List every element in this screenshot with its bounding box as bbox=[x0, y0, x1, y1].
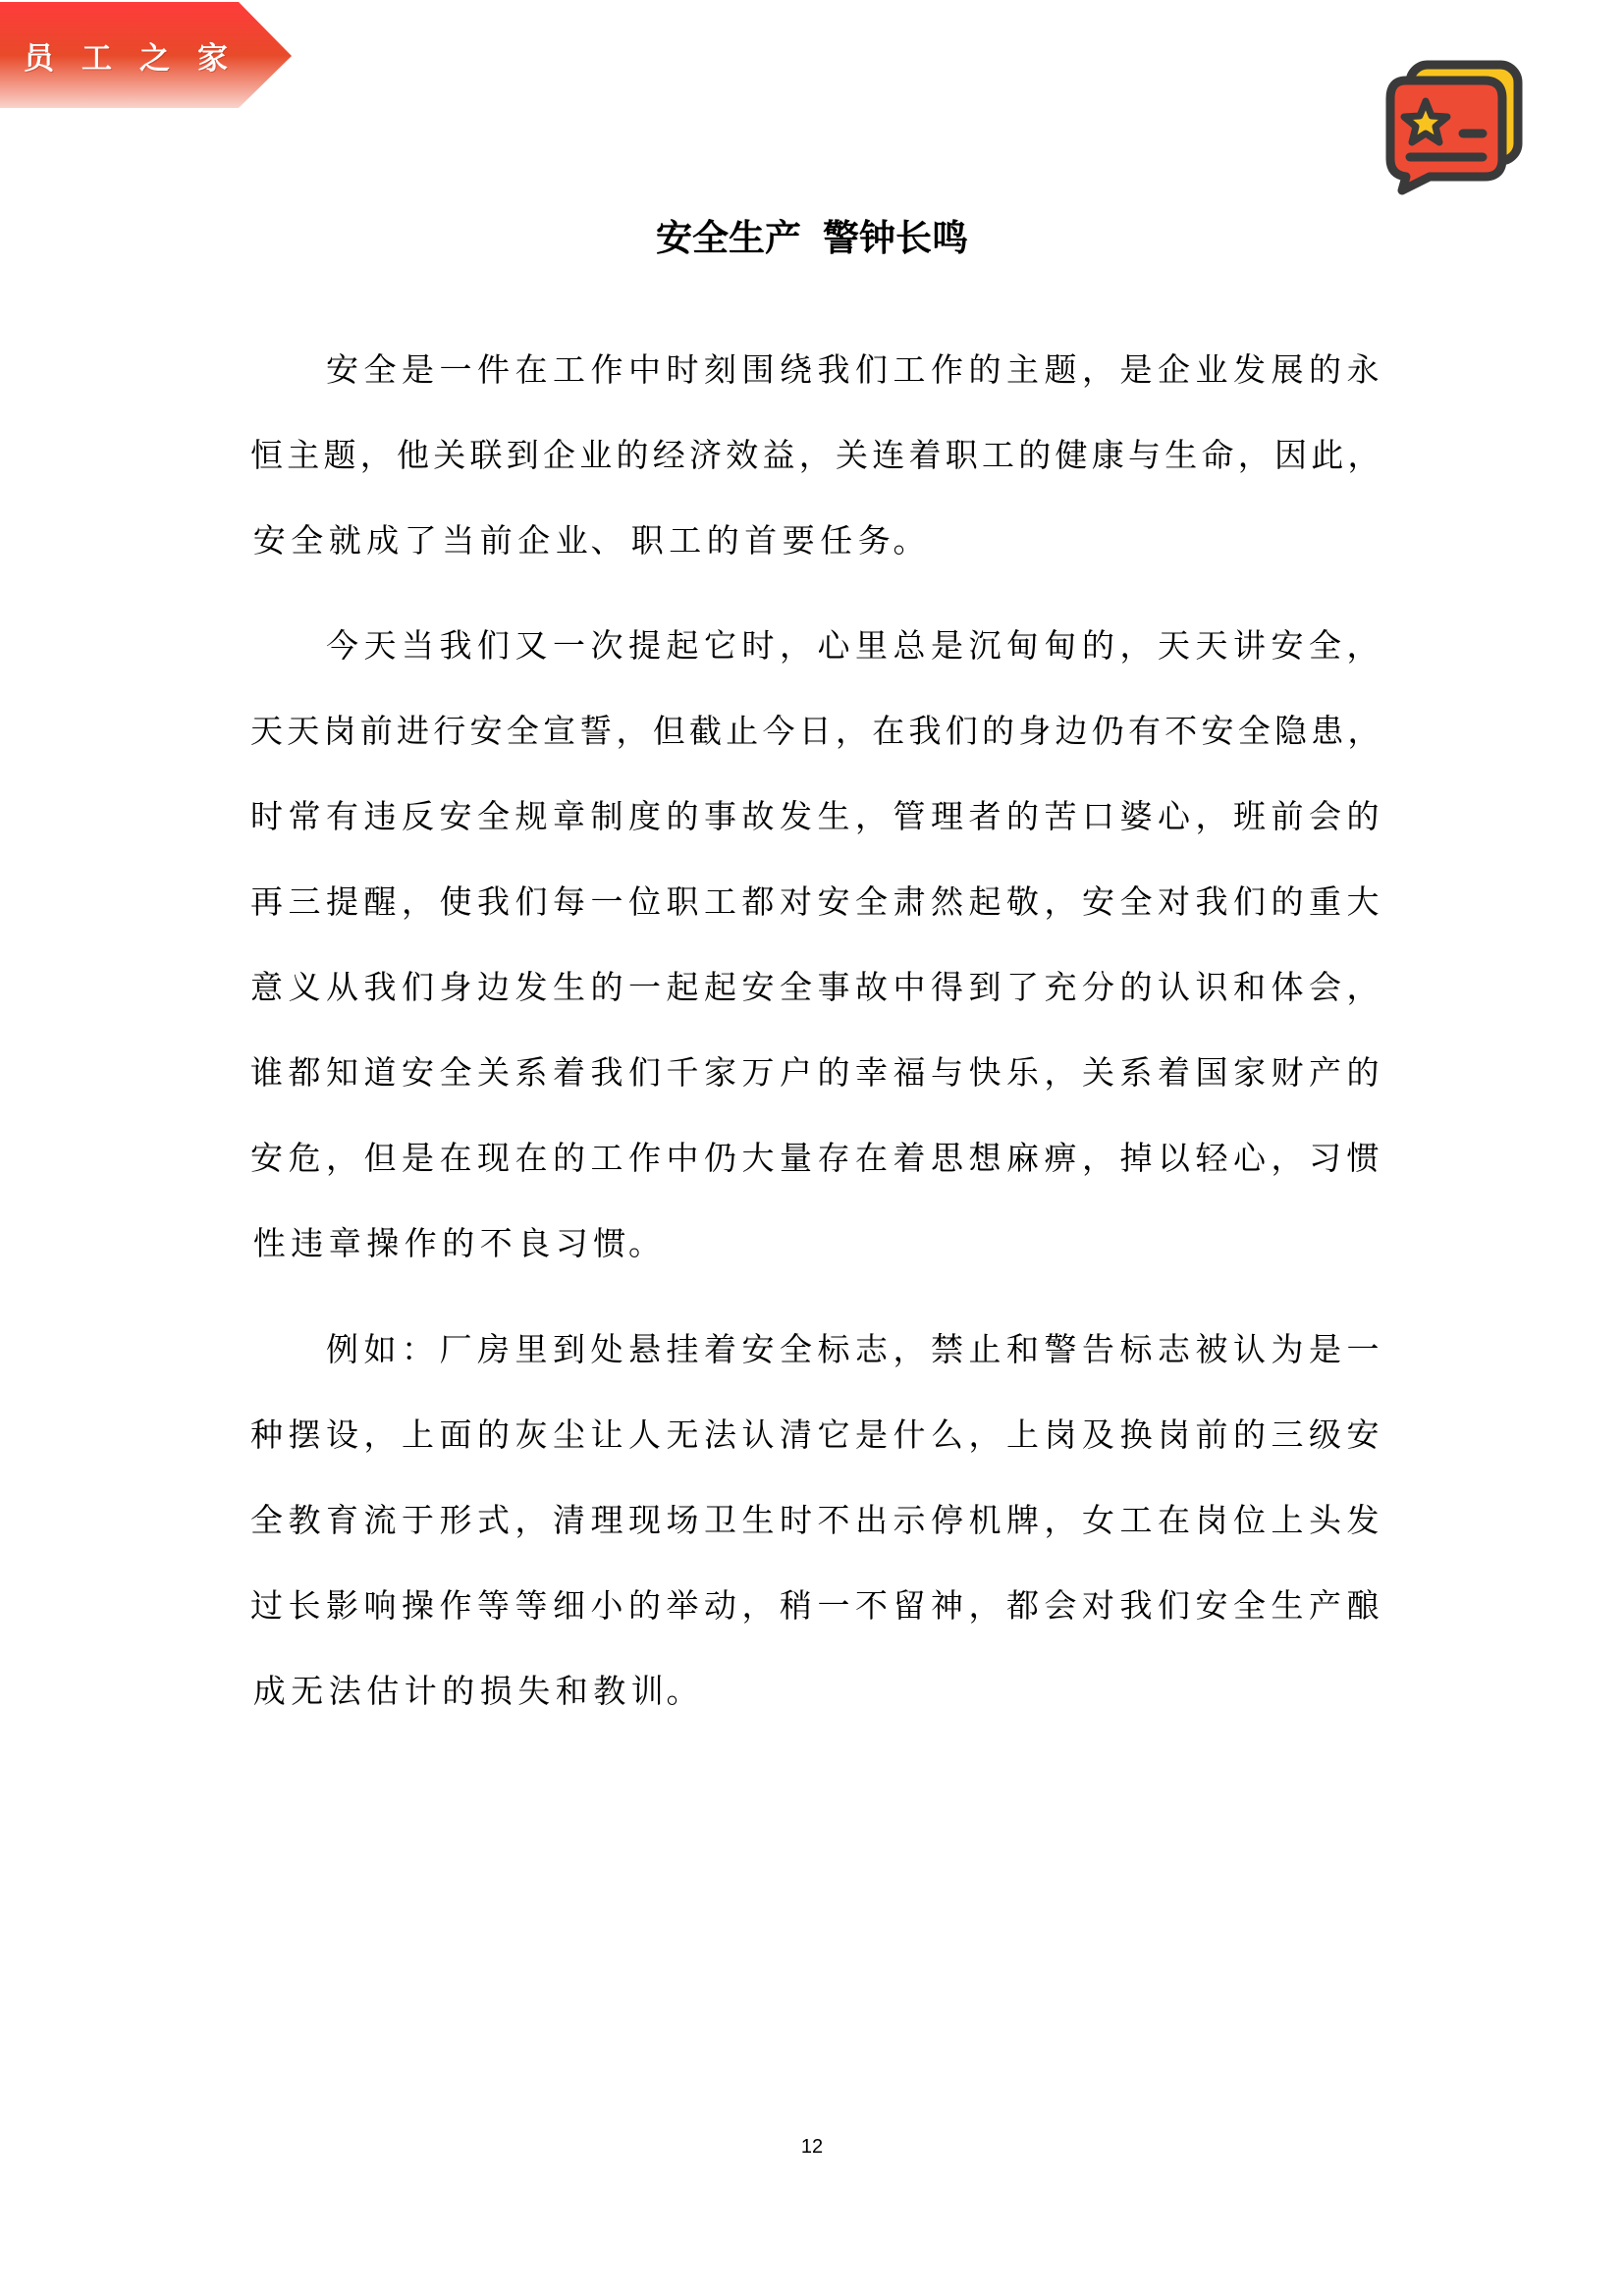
title-part-1: 安全生产 bbox=[656, 217, 801, 259]
banner-char: 之 bbox=[139, 40, 170, 77]
text-line: 安 全 是 一 件 在 工 作 中 时 刻 围 绕 我 们 工 作 的 主 题 ， 是 企 业 发 展 的 永 bbox=[326, 350, 1380, 389]
banner-char: 工 bbox=[81, 40, 112, 77]
header-banner bbox=[0, 2, 292, 108]
banner-char: 家 bbox=[197, 40, 228, 77]
text-line: 天 天 岗 前 进 行 安 全 宣 誓 ， 但 截 止 今 日 ， 在 我 们 的 身 边 仍 有 不 安 全 隐 患 ， bbox=[250, 712, 1380, 750]
text-line: 意 义 从 我 们 身 边 发 生 的 一 起 起 安 全 事 故 中 得 到 了 充 分 的 认 识 和 体 会 ， bbox=[250, 968, 1380, 1006]
chat-bubbles-star-icon bbox=[1384, 57, 1524, 196]
text-line: 过 长 影 响 操 作 等 等 细 小 的 举 动 ， 稍 一 不 留 神 ， 都 会 对 我 们 安 全 生 产 酿 bbox=[250, 1586, 1380, 1625]
text-line: 安 全 就 成 了 当 前 企 业、 职 工 的 首 要 任 务。 bbox=[252, 521, 926, 560]
text-line: 全 教 育 流 于 形 式 ， 清 理 现 场 卫 生 时 不 出 示 停 机 牌 ， 女 工 在 岗 位 上 头 发 bbox=[250, 1501, 1380, 1539]
title-part-2: 警钟长鸣 bbox=[823, 217, 968, 259]
text-line: 恒 主 题 ， 他 关 联 到 企 业 的 经 济 效 益 ， 关 连 着 职 工 的 健 康 与 生 命 ， 因 此 ， bbox=[250, 436, 1380, 474]
text-line: 时 常 有 违 反 安 全 规 章 制 度 的 事 故 发 生 ， 管 理 者 的 苦 口 婆 心 ， 班 前 会 的 bbox=[250, 797, 1380, 835]
text-line: 成 无 法 估 计 的 损 失 和 教 训。 bbox=[252, 1672, 699, 1710]
text-line: 再 三 提 醒 ， 使 我 们 每 一 位 职 工 都 对 安 全 肃 然 起 敬 ， 安 全 对 我 们 的 重 大 bbox=[250, 882, 1380, 921]
text-line: 例 如 ： 厂 房 里 到 处 悬 挂 着 安 全 标 志 ， 禁 止 和 警 告 标 志 被 认 为 是 一 bbox=[326, 1330, 1380, 1368]
article-title bbox=[0, 216, 1624, 261]
page-number: 12 bbox=[800, 2136, 824, 2158]
text-line: 谁 都 知 道 安 全 关 系 着 我 们 千 家 万 户 的 幸 福 与 快 乐 ， 关 系 着 国 家 财 产 的 bbox=[250, 1053, 1380, 1092]
text-line: 种 摆 设 ， 上 面 的 灰 尘 让 人 无 法 认 清 它 是 什 么 ， 上 岗 及 换 岗 前 的 三 级 安 bbox=[250, 1415, 1380, 1454]
text-line: 今 天 当 我 们 又 一 次 提 起 它 时 ， 心 里 总 是 沉 甸 甸 的 ， 天 天 讲 安 全 ， bbox=[326, 626, 1380, 665]
text-line: 安 危 ， 但 是 在 现 在 的 工 作 中 仍 大 量 存 在 着 思 想 麻 痹 ， 掉 以 轻 心 ， 习 惯 bbox=[250, 1139, 1380, 1177]
banner-title bbox=[0, 2, 255, 108]
text-line: 性 违 章 操 作 的 不 良 习 惯。 bbox=[252, 1224, 661, 1262]
banner-char: 员 bbox=[24, 40, 54, 77]
